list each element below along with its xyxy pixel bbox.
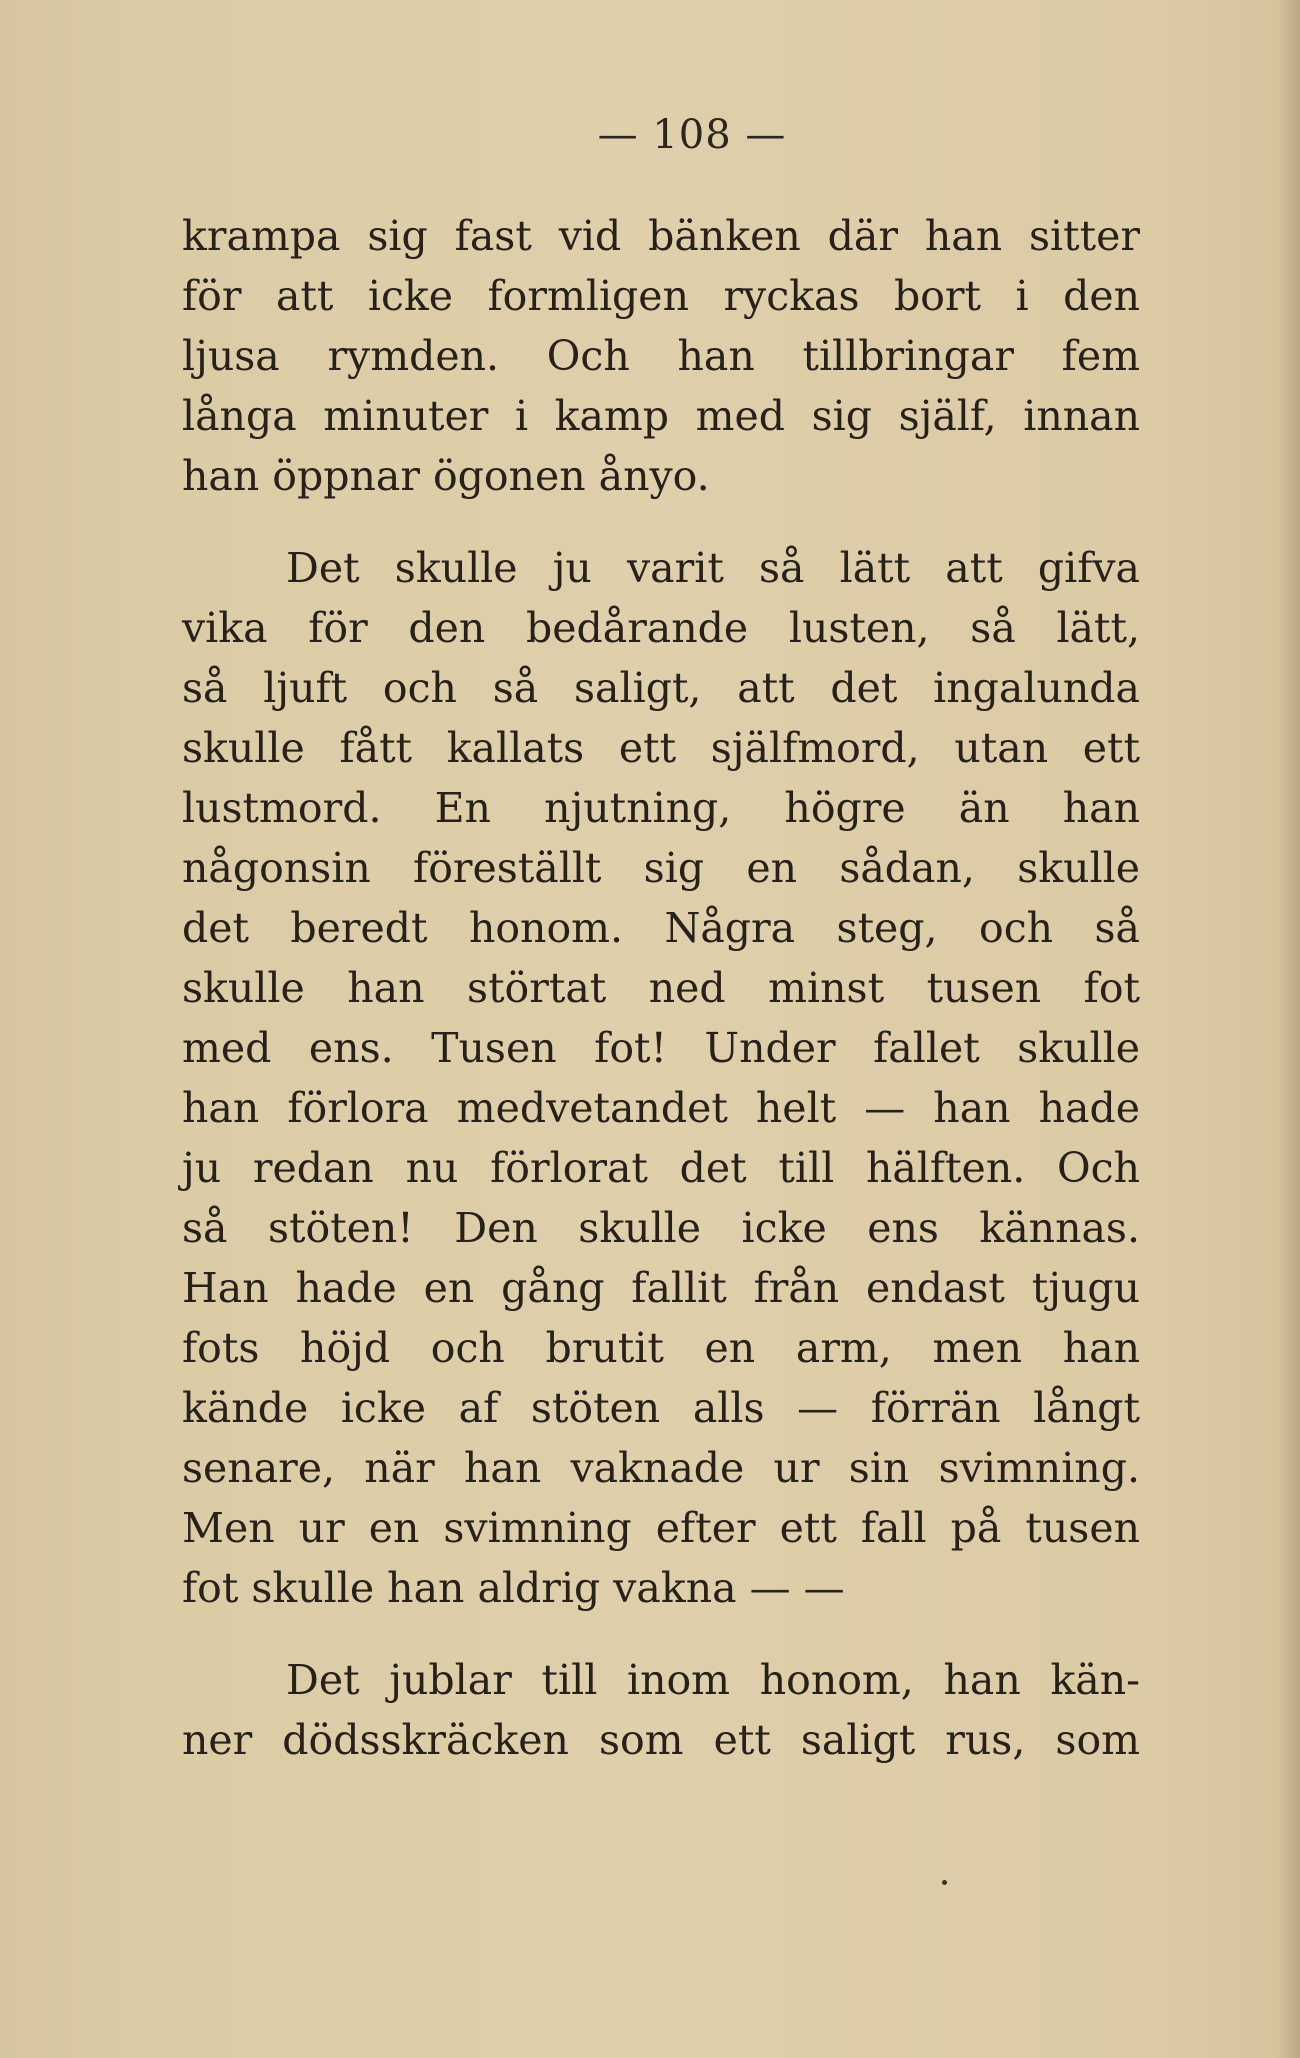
text-line: han öppnar ögonen ånyo.	[182, 452, 710, 500]
text-line: det beredt honom. Några steg, och så	[182, 904, 1140, 952]
text-line: så ljuft och så saligt, att det ingalunda	[182, 664, 1140, 712]
text-line: fot skulle han aldrig vakna — —	[182, 1564, 845, 1612]
text-line: för att icke formligen ryckas bort i den	[182, 272, 1140, 320]
text-line: ner dödsskräcken som ett saligt rus, som	[182, 1716, 1140, 1764]
paragraph-spacer	[182, 506, 1140, 538]
paragraph	[182, 1650, 1140, 1770]
text-line: så stöten! Den skulle icke ens kännas.	[182, 1204, 1140, 1252]
paragraph	[182, 206, 1140, 506]
text-line: med ens. Tusen fot! Under fallet skulle	[182, 1024, 1140, 1072]
text-line: långa minuter i kamp med sig själf, innan	[182, 392, 1140, 440]
text-line: skulle han störtat ned minst tusen fot	[182, 964, 1140, 1012]
text-line: krampa sig fast vid bänken där han sitter	[182, 212, 1140, 260]
paragraph-spacer	[182, 1618, 1140, 1650]
text-line: senare, när han vaknade ur sin svimning.	[182, 1444, 1140, 1492]
page-number: — 108 —	[597, 112, 787, 158]
text-line: han förlora medvetandet helt — han hade	[182, 1084, 1140, 1132]
paragraph	[182, 538, 1140, 1618]
text-line: vika för den bedårande lusten, så lätt,	[182, 604, 1140, 652]
paper-speck	[942, 1880, 947, 1885]
page-edge-shadow	[1278, 0, 1300, 2058]
text-line: lustmord. En njutning, högre än han	[182, 784, 1140, 832]
text-line: skulle fått kallats ett själfmord, utan ett	[182, 724, 1140, 772]
text-line: Han hade en gång fallit från endast tjugu	[182, 1264, 1140, 1312]
text-line: ju redan nu förlorat det till hälften. Och	[182, 1144, 1140, 1192]
text-line: Det jublar till inom honom, han kän-	[286, 1656, 1140, 1704]
text-line: Men ur en svimning efter ett fall på tusen	[182, 1504, 1140, 1552]
text-line: ljusa rymden. Och han tillbringar fem	[182, 332, 1140, 380]
text-line: Det skulle ju varit så lätt att gifva	[286, 544, 1140, 592]
text-line: fots höjd och brutit en arm, men han	[182, 1324, 1140, 1372]
text-line: någonsin föreställt sig en sådan, skulle	[182, 844, 1140, 892]
body-text	[182, 206, 1140, 1770]
text-line: kände icke af stöten alls — förrän långt	[182, 1384, 1140, 1432]
